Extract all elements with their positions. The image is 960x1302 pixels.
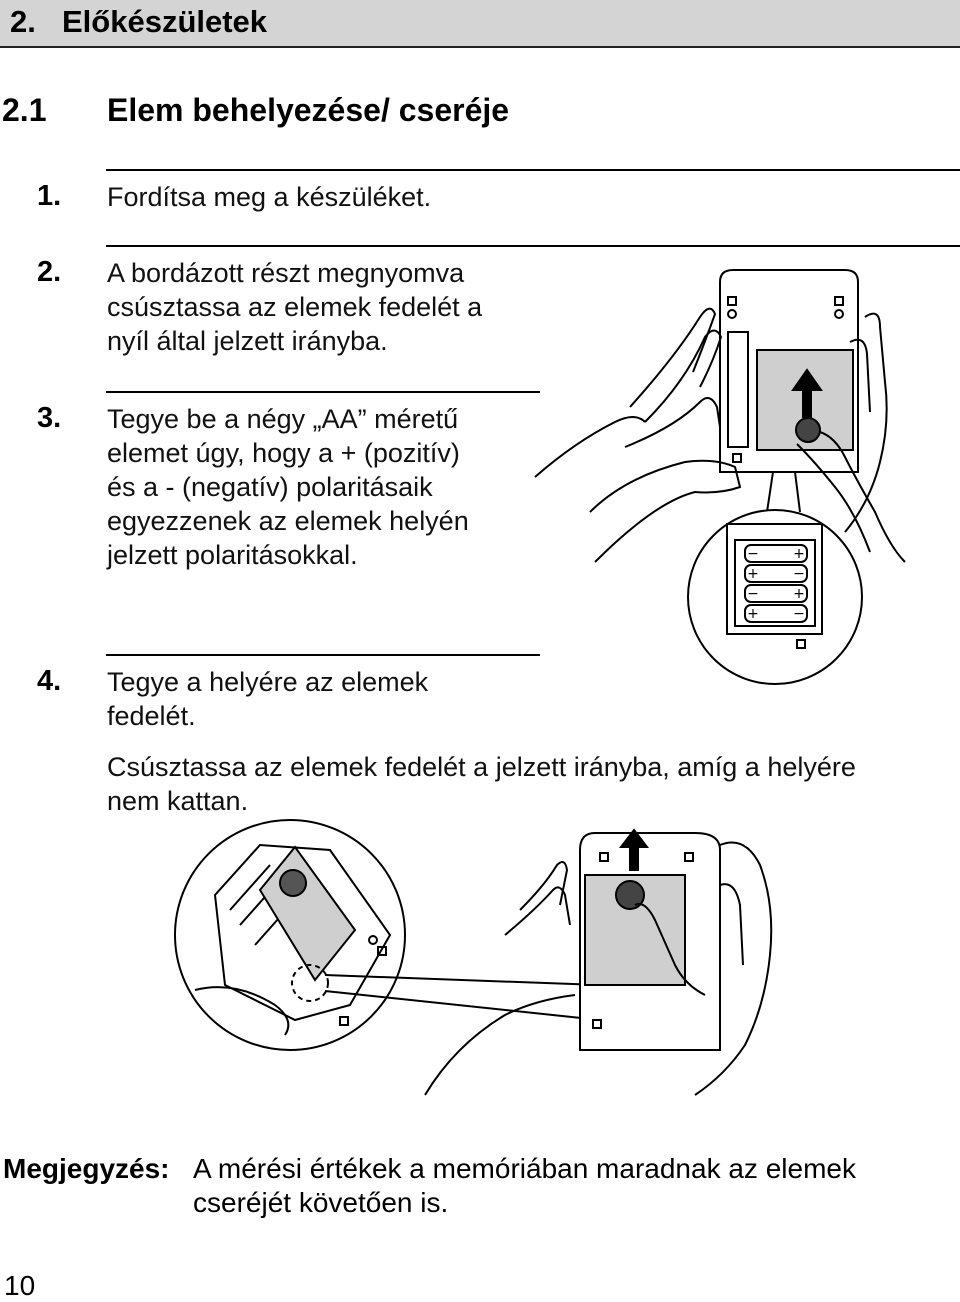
battery-symbol: − — [793, 566, 805, 582]
battery-symbol: + — [747, 606, 759, 622]
step-1-number: 1. — [37, 180, 62, 212]
battery-symbol: − — [793, 606, 805, 622]
subsection-title: Elem behelyezése/ cseréje — [107, 92, 510, 128]
note-label: Megjegyzés: — [3, 1153, 170, 1184]
step-3-number: 3. — [37, 402, 62, 434]
battery-cover-removal-illustration — [535, 262, 960, 682]
subsection-number: 2.1 — [2, 92, 47, 128]
divider — [106, 654, 540, 656]
battery-symbol: + — [747, 566, 759, 582]
divider — [106, 391, 540, 393]
section-header — [0, 0, 960, 48]
section-number: 2. — [10, 4, 36, 39]
step-4-detail: Csúsztassa az elemek fedelét a jelzett irányba, amíg a helyére nem kattan. — [107, 752, 856, 816]
battery-symbol: − — [747, 546, 759, 562]
divider — [106, 169, 960, 171]
step-4-text: Tegye a helyére az elemek fedelét. — [107, 667, 429, 731]
battery-symbol: + — [793, 546, 805, 562]
page-number: 10 — [4, 1270, 36, 1301]
step-2-text: A bordázott részt megnyomva csúsztassa az elemek fedelét a nyíl által jelzett irányba. — [107, 258, 483, 356]
note-text: A mérési értékek a memóriában maradnak az elemek cseréjét követően is. — [193, 1153, 856, 1218]
section-title: Előkészületek — [62, 4, 268, 39]
step-1-text: Fordítsa meg a készüléket. — [107, 182, 432, 212]
battery-symbol: − — [747, 586, 759, 602]
battery-cover-closing-illustration — [175, 825, 775, 1105]
divider — [106, 245, 960, 247]
step-2-number: 2. — [37, 256, 62, 288]
step-4-number: 4. — [37, 665, 62, 697]
battery-symbol: + — [793, 586, 805, 602]
step-3-text: Tegye be a négy „AA” méretű elemet úgy, hogy a + (pozitív) és a - (negatív) polaritásaik egyezzenek az elemek helyén jelzett polaritásokkal. — [107, 404, 469, 570]
